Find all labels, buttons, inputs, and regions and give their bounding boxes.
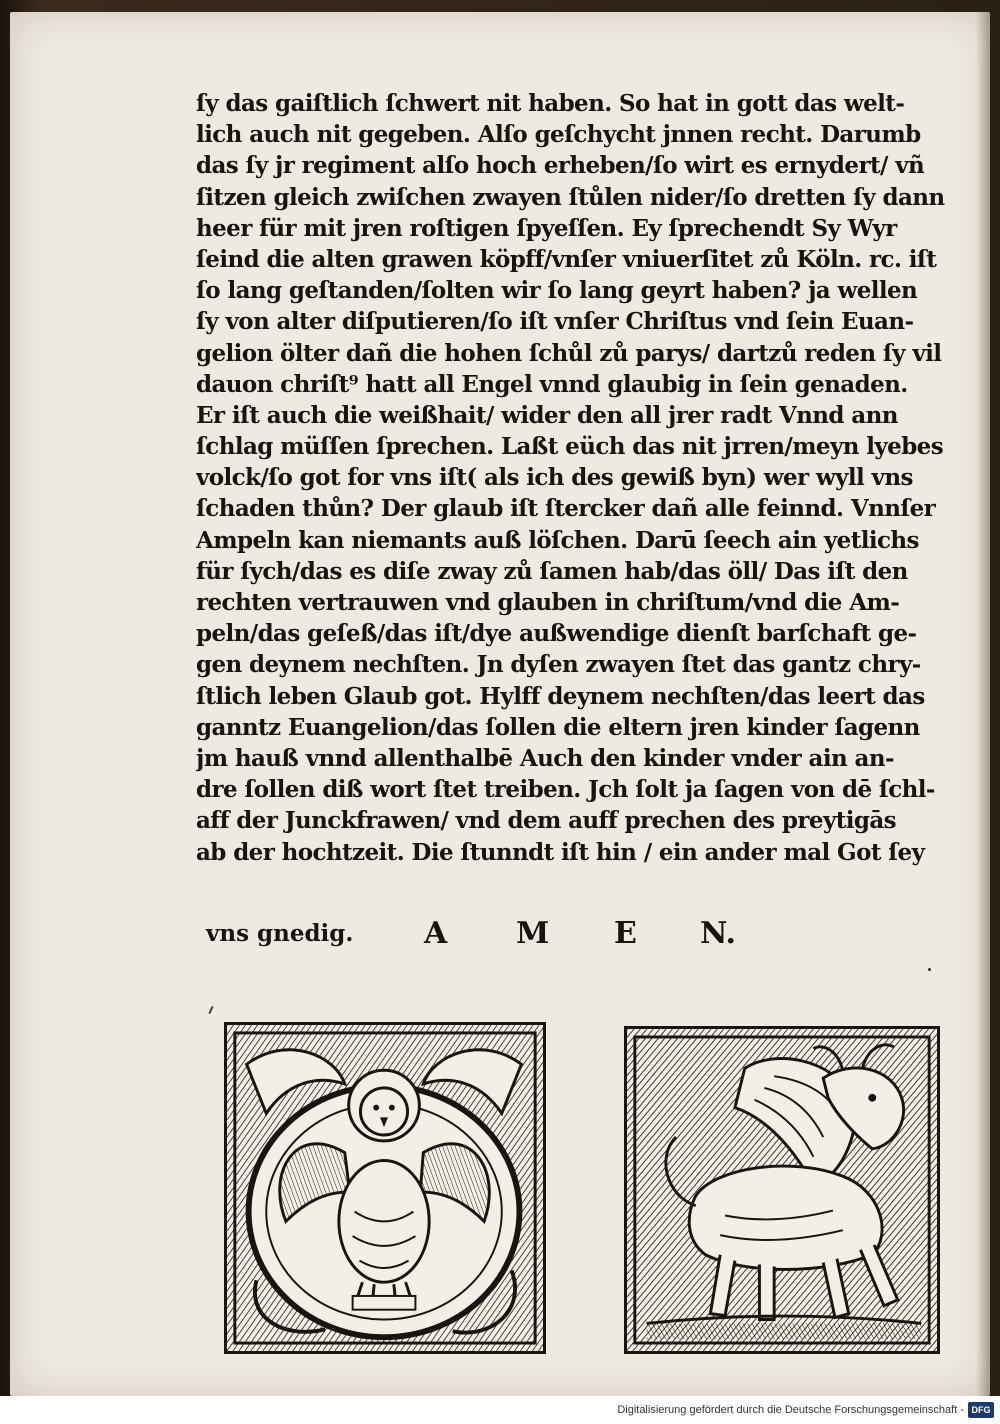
text-line: für ſych/das es diſe zway zů ſamen hab/das öll/ Das iſt den <box>196 557 908 585</box>
text-line: das ſy jr regiment alſo hoch erheben/ſo wirt es ernydert/ vñ <box>196 152 925 180</box>
text-line: aff der Junckfrawen/ vnd dem auff prechen des preytigās <box>196 807 897 835</box>
woodcut-eagle-image <box>224 1022 546 1354</box>
amen-letter-a: A <box>424 916 448 951</box>
text-line: jm hauß vnnd allenthalbē Auch den kinder vnder ain an- <box>196 744 894 772</box>
text-line: rechten vertrauwen vnd glauben in chriſtum/vnd die Am- <box>196 589 900 616</box>
blackletter-text-block <box>196 88 962 868</box>
text-line: volck/ſo got for vns iſt( als ich des gewiß byn) wer wyll vns <box>196 464 913 492</box>
closing-lead-text: vns gnedig. <box>206 920 354 947</box>
text-line: Ampeln kan niemants auß löſchen. Darū ſeech ain yetlichs <box>196 526 919 554</box>
eagle-woodcut-drawing <box>227 1025 543 1351</box>
text-line: gelion ölter dañ die hohen ſchůl zů parys/ dartzů reden ſy vil <box>196 339 942 367</box>
woodcut-winged-ox-image <box>624 1026 940 1354</box>
amen-letter-n: N. <box>700 916 736 951</box>
dfg-logo: DFG <box>968 1402 994 1418</box>
text-line: ſtlich leben Glaub got. Hylff deynem nechſten/das leert das <box>196 682 925 710</box>
text-line: ſo lang geſtanden/ſolten wir ſo lang geyrt haben? ja wellen <box>196 277 918 305</box>
amen-letter-e: E <box>614 916 637 951</box>
text-line: ſy von alter diſputieren/ſo iſt vnſer Chriſtus vnd ſein Euan- <box>196 308 914 336</box>
page-gutter-shadow <box>976 12 990 1396</box>
text-line: ab der hochtzeit. Die ſtunndt iſt hin / ein ander mal Got ſey <box>196 838 925 866</box>
ink-speck <box>928 968 931 971</box>
text-line: ſy das gaiſtlich ſchwert nit haben. So hat in gott das welt- <box>196 90 905 117</box>
funding-credit: Digitalisierung gefördert durch die Deutsche Forschungsgemeinschaft - <box>617 1404 964 1416</box>
text-line: Er iſt auch die weißhait/ wider den all jrer radt Vnnd ann <box>196 401 898 429</box>
text-line: dauon chriſt⁹ hatt all Engel vnnd glaubig in ſein genaden. <box>196 370 908 398</box>
text-line: ſeind die alten grawen köpff/vnſer vniuerſitet zů Köln. rc. iſt <box>196 245 937 273</box>
text-line: ſchaden thůn? Der glaub iſt ſtercker dañ alle feinnd. Vnnſer <box>196 495 936 523</box>
text-line: dre ſollen diß wort ſtet treiben. Jch ſolt ja ſagen von dē ſchl- <box>196 776 935 804</box>
text-line: ſchlag müſſen ſprechen. Laßt eüch das nit jrren/meyn lyebes <box>196 433 944 461</box>
text-line: ſitzen gleich zwiſchen zwayen ſtůlen nider/ſo dretten ſy dann <box>196 183 945 211</box>
text-line: heer für mit jren roſtigen ſpyeſſen. Ey ſprechendt Sy Wyr <box>196 214 897 242</box>
text-line: peln/das geſeß/das iſt/dye außwendige dienſt barſchaft ge- <box>196 620 917 648</box>
text-line: gen deynem nechſten. Jn dyſen zwayen ſtet das gantz chry- <box>196 651 921 679</box>
winged-ox-woodcut-drawing <box>627 1029 937 1351</box>
text-line: ganntz Euangelion/das ſollen die eltern jren kinder ſagenn <box>196 713 920 741</box>
closing-amen-line <box>206 916 766 956</box>
amen-letter-m: M <box>516 916 550 951</box>
text-line: lich auch nit gegeben. Alſo geſchycht jnnen recht. Darumb <box>196 121 921 149</box>
